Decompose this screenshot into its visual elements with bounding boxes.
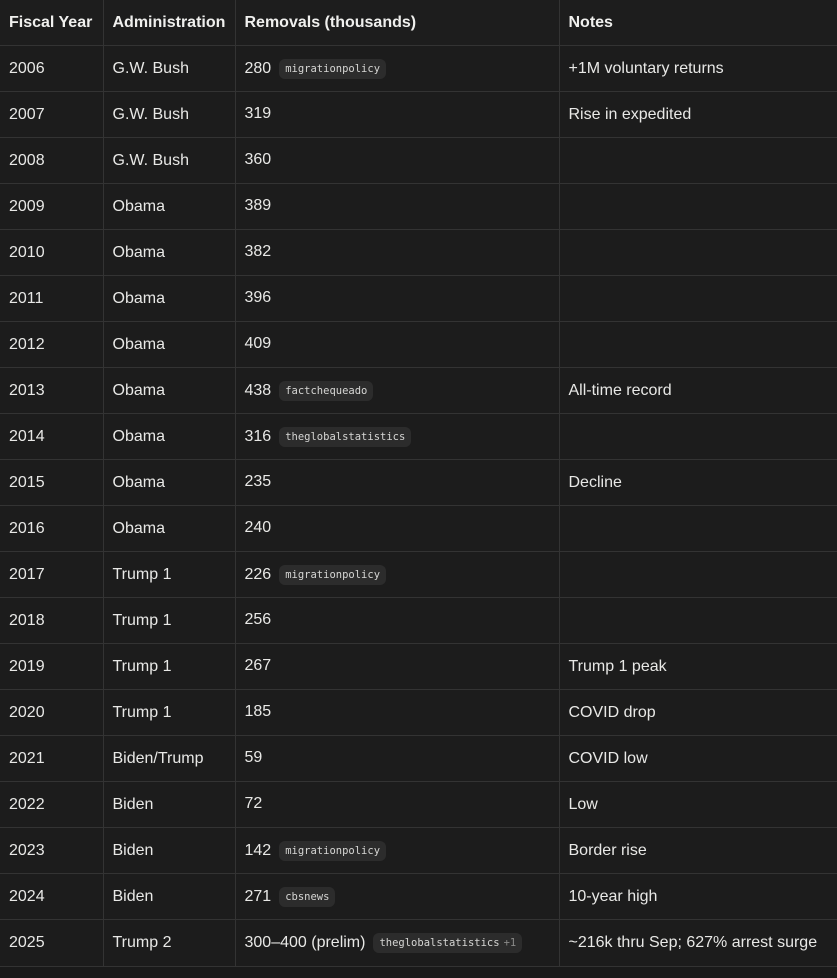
source-citation-chip[interactable]: [279, 565, 386, 585]
cell-removals: [235, 138, 559, 184]
cell-removals: [235, 46, 559, 92]
cell-administration: Biden: [103, 828, 235, 874]
removals-value: 72: [244, 795, 263, 813]
table-row: [0, 138, 837, 184]
table-row: [0, 644, 837, 690]
table-row: [0, 828, 837, 874]
source-label: migrationpolicy: [285, 844, 381, 857]
removals-value: 271: [244, 887, 272, 905]
cell-fiscal-year: 2011: [0, 276, 103, 322]
cell-removals: [235, 184, 559, 230]
cell-removals: [235, 598, 559, 644]
cell-administration: Trump 2: [103, 920, 235, 967]
cell-removals: [235, 414, 559, 460]
cell-fiscal-year: 2015: [0, 460, 103, 506]
cell-administration: Obama: [103, 414, 235, 460]
cell-administration: Trump 1: [103, 690, 235, 736]
source-label: theglobalstatistics: [285, 430, 406, 443]
cell-fiscal-year: 2020: [0, 690, 103, 736]
cell-notes: [559, 598, 837, 644]
cell-administration: Trump 1: [103, 552, 235, 598]
removals-value: 185: [244, 703, 272, 721]
table-row: [0, 230, 837, 276]
cell-notes: [559, 322, 837, 368]
cell-fiscal-year: 2009: [0, 184, 103, 230]
header-row: [0, 0, 837, 46]
cell-notes: COVID low: [559, 736, 837, 782]
cell-removals: [235, 460, 559, 506]
header-fiscal-year: Fiscal Year: [0, 0, 103, 46]
removals-value: 319: [244, 105, 272, 123]
cell-notes: ~216k thru Sep; 627% arrest surge: [559, 920, 837, 967]
cell-removals: [235, 230, 559, 276]
cell-administration: Obama: [103, 368, 235, 414]
removals-value: 300–400 (prelim): [244, 934, 366, 951]
cell-removals: [235, 552, 559, 598]
table-row: [0, 874, 837, 920]
table-row: [0, 368, 837, 414]
cell-fiscal-year: 2006: [0, 46, 103, 92]
cell-administration: Obama: [103, 276, 235, 322]
table-row: [0, 92, 837, 138]
removals-value: 256: [244, 611, 272, 629]
cell-removals: [235, 276, 559, 322]
table-row: [0, 46, 837, 92]
table-row: [0, 460, 837, 506]
table-row: [0, 184, 837, 230]
cell-administration: Obama: [103, 506, 235, 552]
source-citation-chip[interactable]: [279, 841, 386, 861]
table-row: [0, 322, 837, 368]
cell-removals: [235, 322, 559, 368]
cell-notes: 10-year high: [559, 874, 837, 920]
cell-administration: Biden: [103, 874, 235, 920]
removals-value: 316: [244, 427, 272, 445]
source-citation-chip[interactable]: [279, 887, 335, 907]
source-extra-count: +1: [503, 937, 517, 949]
table-body: [0, 46, 837, 967]
header-removals: Removals (thousands): [235, 0, 559, 46]
cell-notes: Trump 1 peak: [559, 644, 837, 690]
source-label: factchequeado: [285, 384, 368, 397]
cell-fiscal-year: 2018: [0, 598, 103, 644]
header-administration: Administration: [103, 0, 235, 46]
cell-fiscal-year: 2019: [0, 644, 103, 690]
removals-value: 396: [244, 289, 272, 307]
cell-notes: [559, 184, 837, 230]
cell-administration: Biden/Trump: [103, 736, 235, 782]
cell-removals: [235, 92, 559, 138]
cell-removals: [235, 920, 559, 967]
cell-administration: Trump 1: [103, 644, 235, 690]
removals-value: 226: [244, 565, 272, 583]
cell-removals: [235, 506, 559, 552]
removals-value: 360: [244, 151, 272, 169]
source-citation-chip[interactable]: [279, 381, 373, 401]
cell-fiscal-year: 2016: [0, 506, 103, 552]
cell-fiscal-year: 2021: [0, 736, 103, 782]
removals-value: 280: [244, 59, 272, 77]
cell-removals: [235, 736, 559, 782]
cell-fiscal-year: 2017: [0, 552, 103, 598]
header-notes: Notes: [559, 0, 837, 46]
table-header: [0, 0, 837, 46]
cell-removals: [235, 690, 559, 736]
cell-removals: [235, 644, 559, 690]
removals-value: 267: [244, 657, 272, 675]
cell-fiscal-year: 2012: [0, 322, 103, 368]
removals-value: 235: [244, 473, 272, 491]
cell-notes: Low: [559, 782, 837, 828]
cell-fiscal-year: 2023: [0, 828, 103, 874]
table-row: [0, 276, 837, 322]
cell-removals: [235, 782, 559, 828]
removals-value: 240: [244, 519, 272, 537]
cell-administration: Biden: [103, 782, 235, 828]
table-row: [0, 736, 837, 782]
table-row: [0, 690, 837, 736]
source-label: migrationpolicy: [285, 62, 381, 75]
cell-removals: [235, 368, 559, 414]
table-row: [0, 552, 837, 598]
cell-fiscal-year: 2010: [0, 230, 103, 276]
cell-fiscal-year: 2025: [0, 920, 103, 967]
cell-fiscal-year: 2024: [0, 874, 103, 920]
cell-notes: [559, 138, 837, 184]
cell-notes: All-time record: [559, 368, 837, 414]
source-label: cbsnews: [285, 890, 330, 903]
cell-fiscal-year: 2008: [0, 138, 103, 184]
cell-notes: [559, 506, 837, 552]
table-row: [0, 782, 837, 828]
table-row: [0, 414, 837, 460]
cell-notes: Rise in expedited: [559, 92, 837, 138]
removals-value: 438: [244, 381, 272, 399]
cell-notes: COVID drop: [559, 690, 837, 736]
cell-fiscal-year: 2022: [0, 782, 103, 828]
table-row: [0, 920, 837, 967]
cell-fiscal-year: 2007: [0, 92, 103, 138]
removals-value: 142: [244, 841, 272, 859]
source-label: theglobalstatistics: [379, 937, 500, 949]
source-citation-chip[interactable]: [373, 933, 522, 953]
cell-notes: Border rise: [559, 828, 837, 874]
cell-administration: G.W. Bush: [103, 92, 235, 138]
source-citation-chip[interactable]: [279, 427, 411, 447]
table-row: [0, 598, 837, 644]
source-label: migrationpolicy: [285, 568, 381, 581]
cell-notes: [559, 414, 837, 460]
source-citation-chip[interactable]: [279, 59, 386, 79]
cell-administration: Trump 1: [103, 598, 235, 644]
cell-notes: [559, 276, 837, 322]
cell-removals: [235, 828, 559, 874]
table-row: [0, 506, 837, 552]
cell-notes: [559, 230, 837, 276]
cell-administration: Obama: [103, 460, 235, 506]
cell-fiscal-year: 2013: [0, 368, 103, 414]
cell-administration: Obama: [103, 322, 235, 368]
cell-notes: Decline: [559, 460, 837, 506]
cell-notes: +1M voluntary returns: [559, 46, 837, 92]
cell-fiscal-year: 2014: [0, 414, 103, 460]
cell-administration: G.W. Bush: [103, 46, 235, 92]
removals-value: 382: [244, 243, 272, 261]
cell-administration: Obama: [103, 184, 235, 230]
removals-value: 59: [244, 749, 263, 767]
cell-notes: [559, 552, 837, 598]
cell-administration: G.W. Bush: [103, 138, 235, 184]
removals-value: 389: [244, 197, 272, 215]
removals-value: 409: [244, 335, 272, 353]
cell-removals: [235, 874, 559, 920]
cell-administration: Obama: [103, 230, 235, 276]
